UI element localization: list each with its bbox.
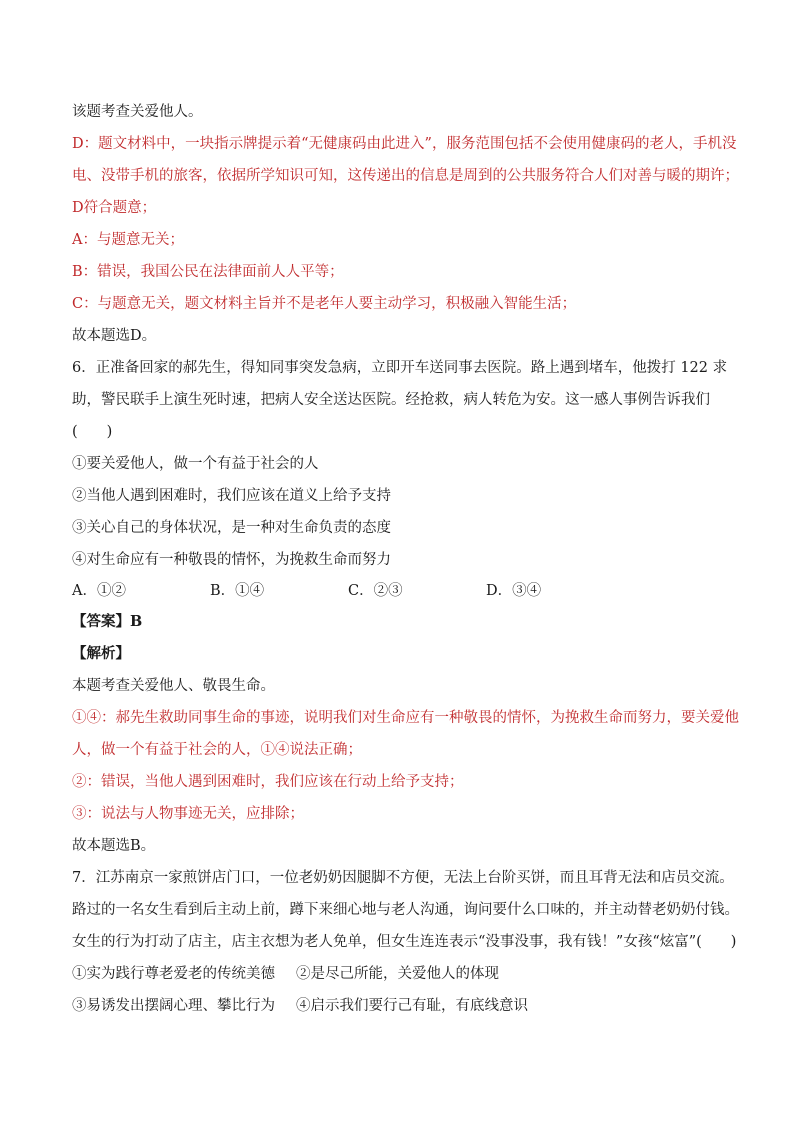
option-b-explanation: B：错误，我国公民在法律面前人人平等； <box>72 264 344 280</box>
question-6-statement-4: ④对生命应有一种敬畏的情怀，为挽救生命而努力 <box>72 552 391 568</box>
question-7-statement-3: ③易诱发出摆阔心理、攀比行为 <box>72 998 275 1014</box>
question-6-option-b: B．①④ <box>210 583 265 599</box>
question-6-analysis-intro: 本题考查关爱他人、敬畏生命。 <box>72 678 275 694</box>
question-6-option-d: D．③④ <box>486 583 542 599</box>
answer-conclusion: 故本题选D。 <box>72 328 157 344</box>
question-6-statement-3: ③关心自己的身体状况，是一种对生命负责的态度 <box>72 520 391 536</box>
question-7-statement-4: ④启示我们要行己有耻，有底线意识 <box>296 998 528 1014</box>
question-6-option-a: A．①② <box>72 583 126 599</box>
option-d-explanation-line-1: D：题文材料中，一块指示牌提示着“无健康码由此进入”，服务范围包括不会使用健康码的老人，手机没 <box>72 136 737 152</box>
question-6-statement-2: ②当他人遇到困难时，我们应该在道义上给予支持 <box>72 488 391 504</box>
question-7-statement-1: ①实为践行尊老爱老的传统美德 <box>72 966 275 982</box>
question-6-explanation-2: ②：错误，当他人遇到困难时，我们应该在行动上给予支持； <box>72 774 464 790</box>
question-7-stem-line-1: 7．江苏南京一家煎饼店门口，一位老奶奶因腿脚不方便，无法上台阶买饼，而且耳背无法和店员交流。 <box>72 870 734 886</box>
question-6-statement-1: ①要关爱他人，做一个有益于社会的人 <box>72 456 319 472</box>
question-6-option-c: C．②③ <box>348 583 403 599</box>
question-6-blank: ( ) <box>72 424 113 440</box>
question-6-explanation-3: ③：说法与人物事迹无关，应排除； <box>72 806 304 822</box>
question-7-statement-2: ②是尽己所能，关爱他人的体现 <box>296 966 499 982</box>
option-c-explanation: C：与题意无关，题文材料主旨并不是老年人要主动学习，积极融入智能生活； <box>72 296 577 312</box>
question-7-stem-line-3: 女生的行为打动了店主，店主衣想为老人免单，但女生连连表示“没事没事，我有钱！”女孩“炫富”( ) <box>72 934 737 950</box>
answer-label: 【答案】B <box>72 613 143 630</box>
question-7-stem-line-2: 路过的一名女生看到后主动上前，蹲下来细心地与老人沟通，询问要什么口味的，并主动替老奶奶付钱。 <box>72 902 739 918</box>
question-6-explanation-1-line-1: ①④：郝先生救助同事生命的事迹，说明我们对生命应有一种敬畏的情怀，为挽救生命而努力，要关爱他 <box>72 710 739 726</box>
option-d-explanation-line-3: D符合题意； <box>72 200 157 216</box>
question-6-stem-line-2: 助，警民联手上演生死时速，把病人安全送达医院。经抢救，病人转危为安。这一感人事例告诉我们 <box>72 392 710 408</box>
question-6-conclusion: 故本题选B。 <box>72 838 156 854</box>
option-d-explanation-line-2: 电、没带手机的旅客，依据所学知识可知，这传递出的信息是周到的公共服务符合人们对善与暖的期许； <box>72 168 739 184</box>
analysis-intro: 该题考查关爱他人。 <box>72 104 203 120</box>
option-a-explanation: A：与题意无关； <box>72 232 184 248</box>
question-6-stem-line-1: 6．正准备回家的郝先生，得知同事突发急病，立即开车送同事去医院。路上遇到堵车，他拨打 122 求 <box>72 360 728 376</box>
question-6-explanation-1-line-2: 人，做一个有益于社会的人，①④说法正确； <box>72 742 362 758</box>
analysis-label: 【解析】 <box>72 645 130 662</box>
